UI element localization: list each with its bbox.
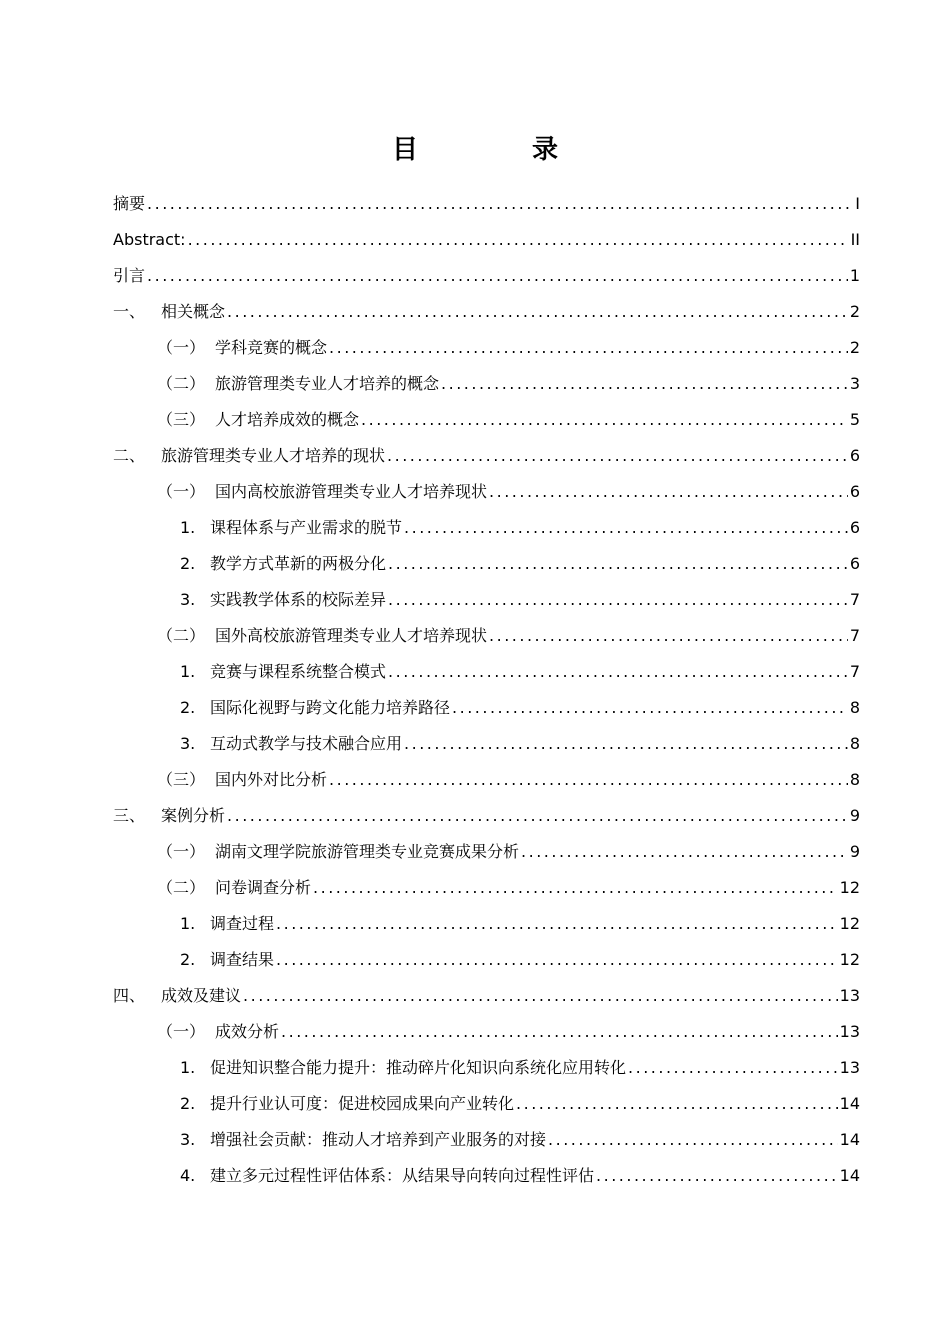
toc-entry[interactable] (180, 1049, 860, 1079)
toc-entry-number: 3. (180, 590, 196, 609)
toc-entry[interactable] (113, 797, 860, 827)
toc-entry-page: 6 (849, 482, 860, 501)
toc-entry-title: 问卷调查分析 (215, 878, 312, 897)
toc-entry-title: 旅游管理类专业人才培养的现状 (161, 446, 386, 465)
toc-entry-title: 国内外对比分析 (215, 770, 328, 789)
toc-entry-title: 实践教学体系的校际差异 (210, 590, 387, 609)
toc-entry-number: 2. (180, 1094, 196, 1113)
toc-entry-page: 6 (849, 446, 860, 465)
toc-entry[interactable] (157, 473, 860, 503)
dot-leader (489, 481, 848, 503)
toc-entry-page: 1 (849, 266, 860, 285)
toc-entry-page: 2 (849, 302, 860, 321)
page-title: 目 录 (391, 135, 602, 165)
toc-entry-title: 相关概念 (161, 302, 226, 321)
dot-leader (313, 877, 838, 899)
toc-entry[interactable] (180, 905, 860, 935)
toc-entry-title: 调查结果 (210, 950, 275, 969)
toc-entry-page: 7 (849, 626, 860, 645)
toc-entry-title: 国内高校旅游管理类专业人才培养现状 (215, 482, 488, 501)
toc-entry-number: （三） (157, 410, 206, 429)
toc-entry-title: 人才培养成效的概念 (215, 410, 360, 429)
toc-entry[interactable] (180, 941, 860, 971)
toc-entry[interactable] (157, 365, 860, 395)
toc-entry-title: 国际化视野与跨文化能力培养路径 (210, 698, 451, 717)
toc-entry[interactable] (180, 689, 860, 719)
toc-entry[interactable] (113, 221, 860, 251)
toc-entry[interactable] (180, 509, 860, 539)
toc-entry[interactable] (157, 1013, 860, 1043)
toc-entry-title: 互动式教学与技术融合应用 (210, 734, 403, 753)
toc-entry-page: 8 (849, 698, 860, 717)
toc-entry-page: 8 (849, 734, 860, 753)
toc-entry[interactable] (113, 257, 860, 287)
toc-entry-number: （二） (157, 878, 206, 897)
toc-entry-title: 教学方式革新的两极分化 (210, 554, 387, 573)
dot-leader (596, 1165, 838, 1187)
toc-entry-number: 一、 (113, 302, 146, 321)
toc-entry-title: 建立多元过程性评估体系：从结果导向转向过程性评估 (210, 1166, 595, 1185)
toc-entry-number: （二） (157, 374, 206, 393)
toc-entry[interactable] (180, 545, 860, 575)
dot-leader (276, 913, 838, 935)
dot-leader (147, 193, 853, 215)
toc-entry-page: II (850, 230, 860, 249)
toc-entry-page: I (855, 194, 860, 213)
dot-leader (188, 229, 849, 251)
toc-entry-number: （一） (157, 482, 206, 501)
toc-entry-page: 13 (839, 1022, 860, 1041)
toc-entry[interactable] (180, 725, 860, 755)
toc-entry-title: 引言 (113, 266, 146, 285)
dot-leader (361, 409, 848, 431)
toc-entry-page: 14 (839, 1130, 860, 1149)
toc-entry-page: 14 (839, 1166, 860, 1185)
toc-entry[interactable] (180, 1121, 860, 1151)
toc-entry-page: 6 (849, 554, 860, 573)
toc-entry-page: 9 (849, 806, 860, 825)
toc-entry-title: Abstract: (113, 230, 186, 249)
toc-entry-page: 13 (839, 1058, 860, 1077)
toc-entry-title: 案例分析 (161, 806, 226, 825)
toc-entry-page: 7 (849, 662, 860, 681)
dot-leader (329, 769, 848, 791)
toc-entry-number: （三） (157, 770, 206, 789)
dot-leader (548, 1129, 838, 1151)
dot-leader (388, 589, 848, 611)
toc-entry-page: 5 (849, 410, 860, 429)
dot-leader (404, 733, 848, 755)
dot-leader (276, 949, 838, 971)
toc-entry-number: 2. (180, 950, 196, 969)
dot-leader (227, 805, 848, 827)
toc-entry-page: 12 (839, 914, 860, 933)
toc-entry-title: 国外高校旅游管理类专业人才培养现状 (215, 626, 488, 645)
toc-entry[interactable] (157, 761, 860, 791)
toc-entry[interactable] (113, 437, 860, 467)
dot-leader (452, 697, 848, 719)
toc-entry-number: 1. (180, 518, 196, 537)
toc-entry[interactable] (157, 329, 860, 359)
toc-entry-title: 调查过程 (210, 914, 275, 933)
toc-entry-title: 湖南文理学院旅游管理类专业竞赛成果分析 (215, 842, 520, 861)
toc-entry-title: 促进知识整合能力提升：推动碎片化知识向系统化应用转化 (210, 1058, 627, 1077)
toc-entry-page: 12 (839, 950, 860, 969)
dot-leader (388, 661, 848, 683)
toc-entry-title: 成效分析 (215, 1022, 280, 1041)
toc-entry[interactable] (180, 1157, 860, 1187)
toc-entry[interactable] (180, 653, 860, 683)
toc-entry-number: 三、 (113, 806, 146, 825)
dot-leader (388, 553, 848, 575)
toc-entry-number: 3. (180, 734, 196, 753)
toc-entry-page: 14 (839, 1094, 860, 1113)
toc-entry-number: 1. (180, 1058, 196, 1077)
toc-entry-number: 1. (180, 662, 196, 681)
dot-leader (281, 1021, 838, 1043)
toc-entry[interactable] (157, 869, 860, 899)
toc-entry-number: （一） (157, 1022, 206, 1041)
toc-entry[interactable] (180, 581, 860, 611)
dot-leader (489, 625, 848, 647)
toc-entry-title: 竞赛与课程系统整合模式 (210, 662, 387, 681)
toc-entry-number: 3. (180, 1130, 196, 1149)
toc-entry-number: 四、 (113, 986, 146, 1005)
toc-entry-title: 学科竞赛的概念 (215, 338, 328, 357)
toc-entry-number: （二） (157, 626, 206, 645)
toc-entry[interactable] (180, 1085, 860, 1115)
toc-entry-title: 课程体系与产业需求的脱节 (210, 518, 403, 537)
dot-leader (147, 265, 848, 287)
toc-entry-page: 6 (849, 518, 860, 537)
toc-entry-number: 2. (180, 698, 196, 717)
toc-entry[interactable] (113, 185, 860, 215)
dot-leader (329, 337, 848, 359)
toc-entry-page: 8 (849, 770, 860, 789)
toc-entry-number: 2. (180, 554, 196, 573)
toc-entry-page: 13 (839, 986, 860, 1005)
toc-entry[interactable] (113, 293, 860, 323)
dot-leader (243, 985, 838, 1007)
toc-entry-title: 成效及建议 (161, 986, 242, 1005)
dot-leader (441, 373, 848, 395)
dot-leader (521, 841, 848, 863)
toc-entry-title: 增强社会贡献：推动人才培养到产业服务的对接 (210, 1130, 547, 1149)
dot-leader (516, 1093, 838, 1115)
toc-entry-number: （一） (157, 842, 206, 861)
toc-entry-title: 旅游管理类专业人才培养的概念 (215, 374, 440, 393)
toc-entry-page: 7 (849, 590, 860, 609)
toc-entry-page: 12 (839, 878, 860, 897)
toc-entry-title: 摘要 (113, 194, 146, 213)
toc-entry[interactable] (157, 833, 860, 863)
toc-entry-page: 9 (849, 842, 860, 861)
dot-leader (628, 1057, 838, 1079)
toc-entry-number: 二、 (113, 446, 146, 465)
toc-entry-number: 1. (180, 914, 196, 933)
toc-entry-page: 3 (849, 374, 860, 393)
toc-entry[interactable] (157, 617, 860, 647)
dot-leader (387, 445, 848, 467)
toc-entry-number: 4. (180, 1166, 196, 1185)
dot-leader (404, 517, 848, 539)
toc-entry[interactable] (157, 401, 860, 431)
toc-entry[interactable] (113, 977, 860, 1007)
toc-entry-page: 2 (849, 338, 860, 357)
dot-leader (227, 301, 848, 323)
toc-entry-title: 提升行业认可度：促进校园成果向产业转化 (210, 1094, 515, 1113)
toc-entry-number: （一） (157, 338, 206, 357)
